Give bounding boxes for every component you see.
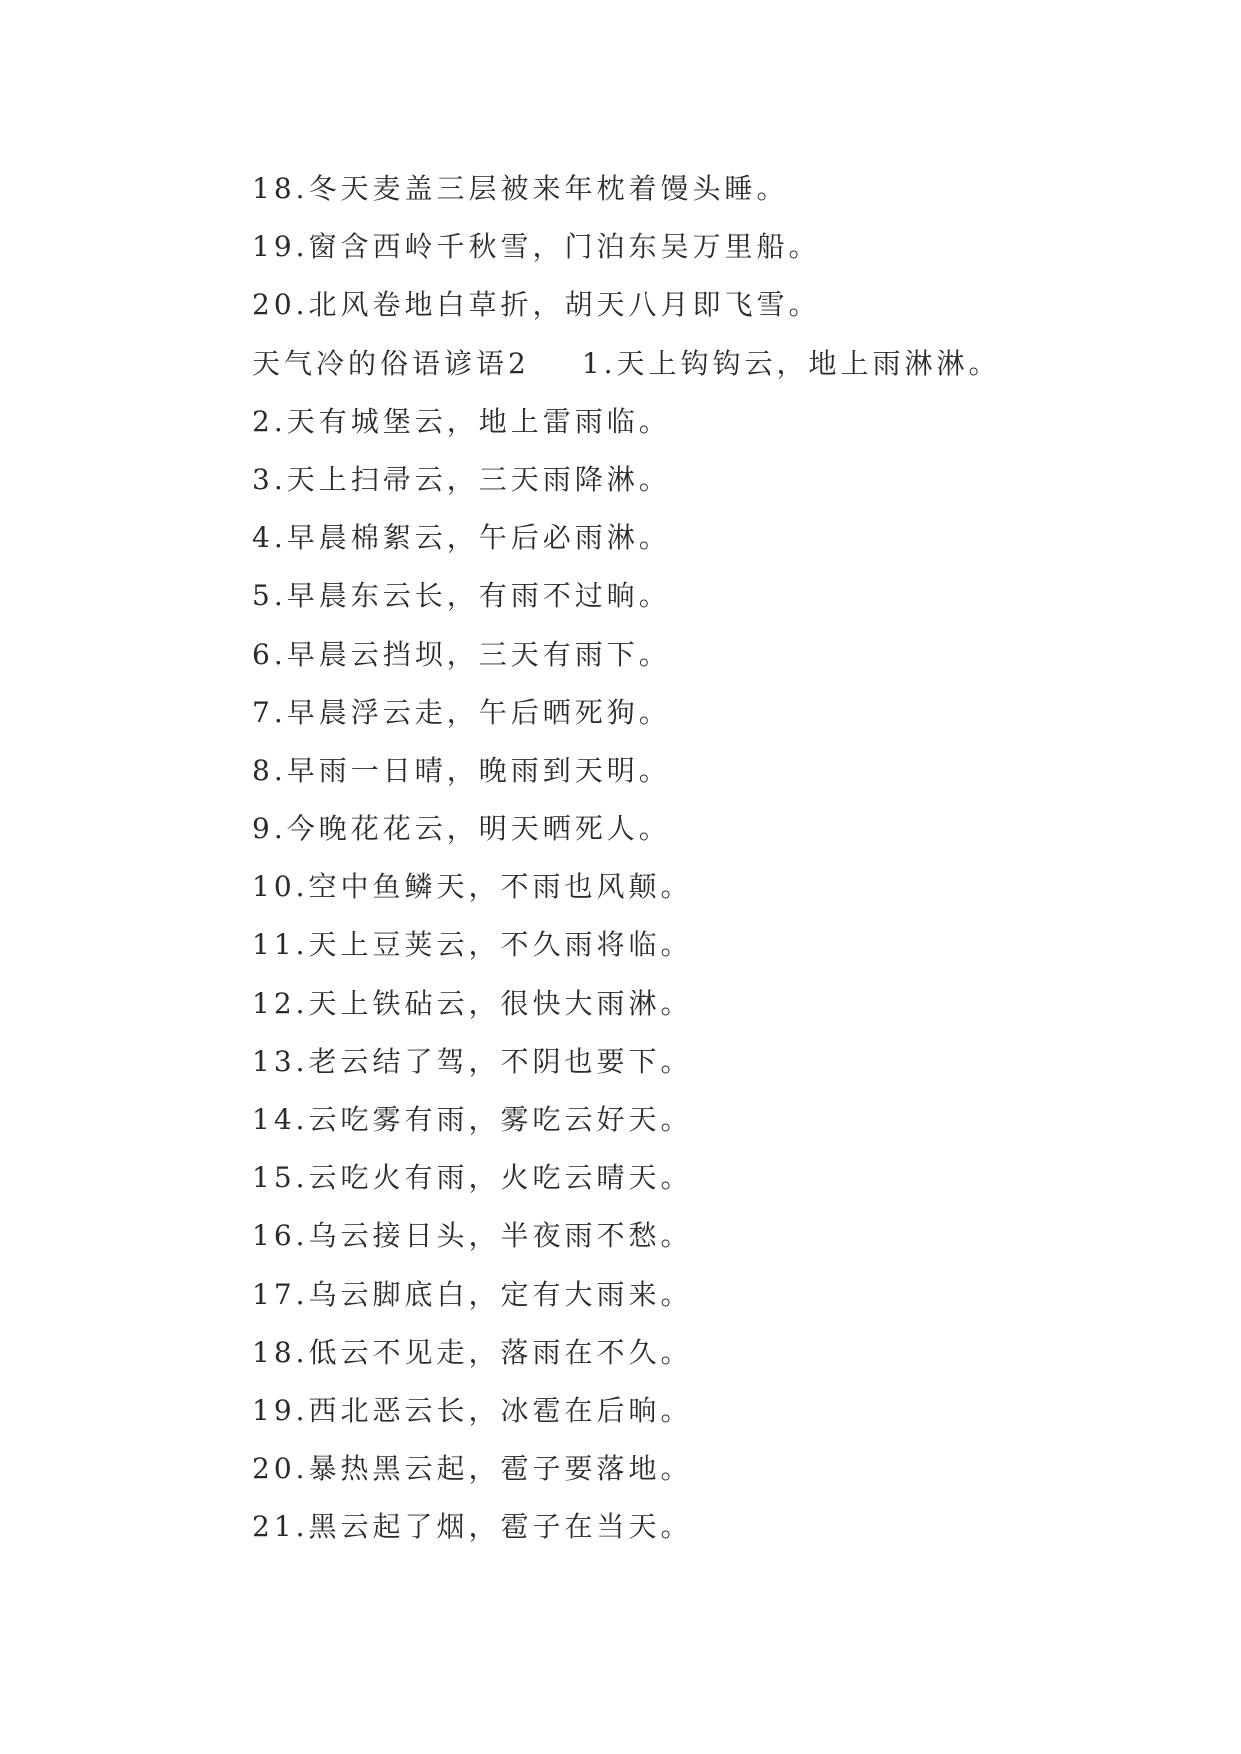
text-line: 5.早晨东云长，有雨不过晌。 xyxy=(252,579,671,613)
text-line: 19.西北恶云长，冰雹在后晌。 xyxy=(252,1393,693,1427)
text-line: 11.天上豆荚云，不久雨将临。 xyxy=(252,928,693,962)
text-line: 7.早晨浮云走，午后晒死狗。 xyxy=(252,695,671,729)
text-line: 12.天上铁砧云，很快大雨淋。 xyxy=(252,986,693,1020)
text-line: 20.暴热黑云起，雹子要落地。 xyxy=(252,1452,693,1486)
text-line: 13.老云结了驾，不阴也要下。 xyxy=(252,1044,693,1078)
text-line: 2.天有城堡云，地上雷雨临。 xyxy=(252,404,671,438)
text-line: 3.天上扫帚云，三天雨降淋。 xyxy=(252,462,671,496)
text-line: 15.云吃火有雨，火吃云晴天。 xyxy=(252,1161,693,1195)
text-line: 19.窗含西岭千秋雪，门泊东吴万里船。 xyxy=(252,230,821,264)
text-line: 20.北风卷地白草折，胡天八月即飞雪。 xyxy=(252,288,821,322)
text-line: 1.天上钩钩云，地上雨淋淋。 xyxy=(581,346,1001,380)
text-line: 17.乌云脚底白，定有大雨来。 xyxy=(252,1277,693,1311)
section-line xyxy=(252,335,1152,393)
text-line: 9.今晚花花云，明天晒死人。 xyxy=(252,812,671,846)
text-line: 4.早晨棉絮云，午后必雨淋。 xyxy=(252,521,671,555)
text-body xyxy=(252,160,1152,1557)
text-line: 14.云吃雾有雨，雾吃云好天。 xyxy=(252,1103,693,1136)
text-line: 18.低云不见走，落雨在不久。 xyxy=(252,1335,693,1369)
text-line: 16.乌云接日头，半夜雨不愁。 xyxy=(252,1219,693,1253)
text-line: 21.黑云起了烟，雹子在当天。 xyxy=(252,1510,693,1544)
text-line: 18.冬天麦盖三层被来年枕着馒头睡。 xyxy=(252,172,789,205)
text-line: 10.空中鱼鳞天，不雨也风颠。 xyxy=(252,870,693,904)
text-line: 8.早雨一日晴，晚雨到天明。 xyxy=(252,753,671,787)
text-line: 6.早晨云挡坝，三天有雨下。 xyxy=(252,637,671,671)
section-heading: 天气冷的俗语谚语2 xyxy=(252,346,530,380)
